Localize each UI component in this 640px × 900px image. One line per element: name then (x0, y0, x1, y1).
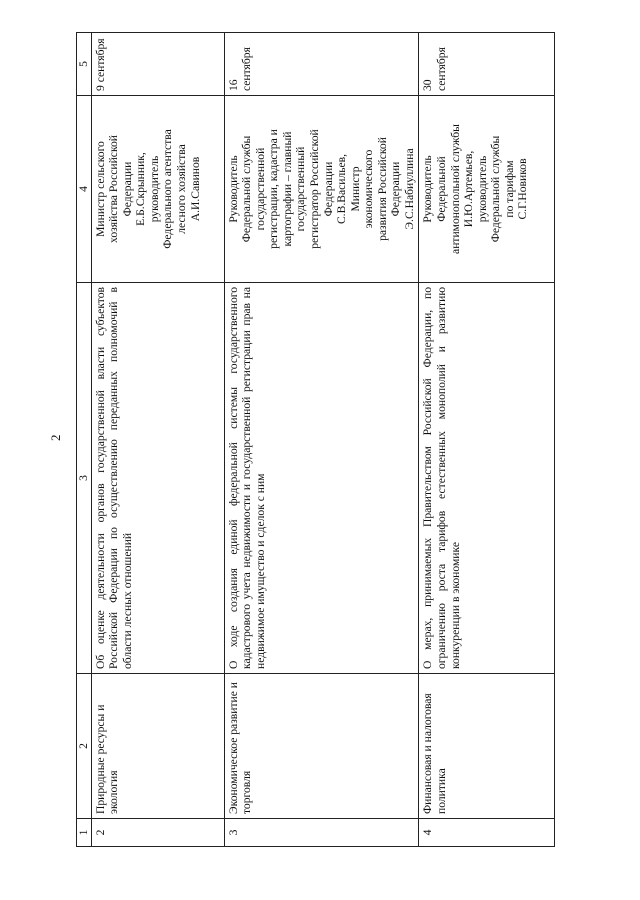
responsible-line: Руководитель (226, 155, 240, 223)
responsible-line: Федеральной (435, 156, 448, 222)
section-name: Экономическое развитие и торговля (224, 674, 419, 819)
column-number-1: 1 (77, 819, 92, 847)
date-cell: 30 сентября (419, 33, 555, 96)
table-row (224, 33, 419, 847)
responsible-line: А.И.Савинов (188, 156, 202, 222)
responsible-persons (419, 96, 555, 283)
row-number: 2 (91, 819, 224, 847)
responsible-line: Федерации (389, 161, 403, 217)
responsible-line: Е.Б.Скрынник, (134, 152, 148, 226)
topic-text: О мерах, принимаемых Правительством Российской Федерации, по ограничению роста тарифов естественных монополий и развитию конкуренции в экономике (419, 283, 555, 674)
responsible-line: регистратор Российской (307, 129, 321, 249)
responsible-line: лесного хозяйства (174, 144, 188, 234)
responsible-line: картографии – главный (280, 131, 294, 247)
responsible-line: государственной (253, 147, 267, 231)
responsible-persons (91, 96, 224, 283)
responsible-line: Министр (348, 166, 362, 212)
column-number-4: 4 (77, 96, 92, 283)
responsible-line: Э.С.Набиуллина (402, 148, 416, 230)
topic-text: О ходе создания единой федеральной системы государственного кадастрового учета недвижимости и государственной регистрации прав на недвижимое имущество и сделок с ним (224, 283, 419, 674)
responsible-persons (224, 96, 419, 283)
date-cell: 9 сентября (91, 33, 224, 96)
responsible-line: С.В.Васильев, (335, 153, 349, 225)
responsible-line: государственный (294, 146, 308, 232)
responsible-line: Федеральной службы (240, 135, 254, 243)
row-number: 3 (224, 819, 419, 847)
topic-text: Об оценке деятельности органов государственной власти субъектов Российской Федерации по осуществлению переданных полномочий в области лесных отношений (91, 283, 224, 674)
responsible-line: хозяйства Российской (107, 135, 121, 243)
responsible-line: Федерации (321, 161, 335, 217)
column-number-row (77, 33, 92, 847)
rotated-table-wrapper (76, 33, 530, 847)
responsible-line: антимонопольной службы (448, 124, 462, 254)
responsible-line: экономического (362, 149, 376, 229)
responsible-line: регистрации, кадастра и (267, 129, 281, 249)
responsible-line: Министр сельского (93, 141, 107, 237)
responsible-line: руководитель (475, 155, 489, 223)
responsible-line: И.Ю.Артемьев, (462, 150, 476, 228)
table-row (419, 33, 555, 847)
section-name: Природные ресурсы и экология (91, 674, 224, 819)
responsible-line: Федерации (120, 161, 134, 217)
column-number-2: 2 (77, 674, 92, 819)
schedule-table (76, 32, 555, 847)
row-number: 4 (419, 819, 555, 847)
table-row (91, 33, 224, 847)
responsible-line: Федеральной службы (489, 135, 503, 243)
column-number-3: 3 (77, 283, 92, 674)
responsible-line: Федерального агентства (161, 129, 175, 249)
responsible-line: руководитель (147, 155, 161, 223)
responsible-line: развития Российской (375, 137, 389, 241)
responsible-line: по тарифам (502, 160, 516, 218)
section-name: Финансовая и налоговая политика (419, 674, 555, 819)
page-number: 2 (48, 434, 63, 441)
date-cell: 16 сентября (224, 33, 419, 96)
responsible-line: Руководитель (421, 155, 435, 223)
column-number-5: 5 (77, 33, 92, 96)
responsible-line: С.Г.Новиков (516, 158, 530, 220)
